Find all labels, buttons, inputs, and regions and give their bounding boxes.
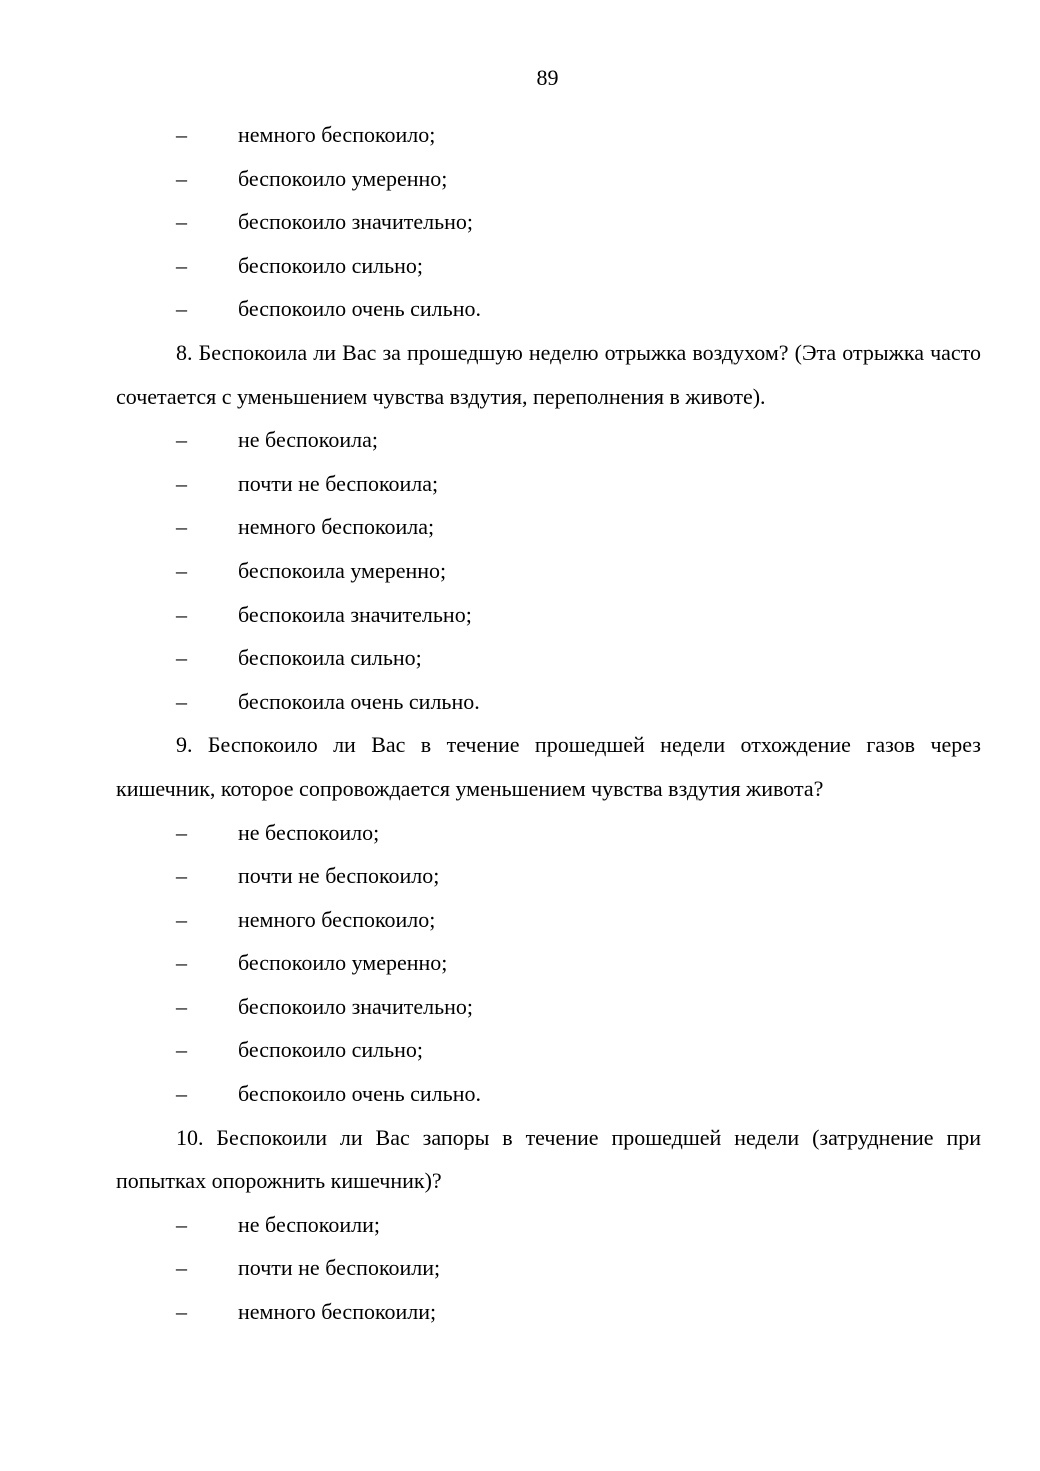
list-item xyxy=(116,985,981,1029)
list-item xyxy=(116,1028,981,1072)
list-item xyxy=(116,593,981,637)
list-item-text: беспокоило значительно; xyxy=(238,209,474,235)
list-item xyxy=(116,854,981,898)
list-dash: – xyxy=(176,601,187,627)
list-dash: – xyxy=(176,906,187,932)
list-dash: – xyxy=(176,427,187,453)
list-item-text: беспокоило сильно; xyxy=(238,252,424,278)
list-dash: – xyxy=(176,645,187,671)
list-dash: – xyxy=(176,1037,187,1063)
list-item-text: не беспокоило; xyxy=(238,819,380,845)
list-dash: – xyxy=(176,122,187,147)
list-item xyxy=(116,1072,981,1116)
list-dash: – xyxy=(176,1211,187,1237)
list-item xyxy=(116,941,981,985)
question-paragraph: 10. Беспокоили ли Вас запоры в течение прошедшей недели (затруднение при попытках опорожнить кишечник)? xyxy=(116,1124,981,1194)
list-item-text: беспокоила значительно; xyxy=(238,601,472,627)
list-item-text: не беспокоила; xyxy=(238,427,378,453)
list-item xyxy=(116,811,981,855)
list-item-text: беспокоило сильно; xyxy=(238,1037,424,1063)
list-item xyxy=(116,898,981,942)
list-dash: – xyxy=(176,514,187,540)
list-item xyxy=(116,1290,981,1334)
list-dash: – xyxy=(176,165,187,191)
question-paragraph: 8. Беспокоила ли Вас за прошедшую неделю отрыжка воздухом? (Эта отрыжка часто сочетается с уменьшением чувства вздутия, переполнения в животе). xyxy=(116,339,981,409)
list-item-text: немного беспокоили; xyxy=(238,1299,437,1325)
list-dash: – xyxy=(176,252,187,278)
list-item-text: беспокоило умеренно; xyxy=(238,950,448,976)
list-item xyxy=(116,680,981,724)
list-dash: – xyxy=(176,1255,187,1281)
list-item-text: немного беспокоила; xyxy=(238,514,435,540)
list-dash: – xyxy=(176,863,187,889)
list-item xyxy=(116,636,981,680)
page-number: 89 xyxy=(536,65,559,90)
list-item xyxy=(116,244,981,288)
list-item-text: немного беспокоило; xyxy=(238,906,436,932)
list-item xyxy=(116,462,981,506)
list-dash: – xyxy=(176,688,187,714)
list-dash: – xyxy=(176,993,187,1019)
list-item xyxy=(116,1246,981,1290)
list-dash: – xyxy=(176,557,187,583)
list-item-text: беспокоило значительно; xyxy=(238,993,474,1019)
list-item-text: немного беспокоило; xyxy=(238,122,436,147)
list-dash: – xyxy=(176,470,187,496)
list-dash: – xyxy=(176,296,187,322)
list-dash: – xyxy=(176,819,187,845)
list-item-text: беспокоила очень сильно. xyxy=(238,688,480,714)
list-dash: – xyxy=(176,1081,187,1107)
list-item-text: беспокоила умеренно; xyxy=(238,557,447,583)
list-item-text: почти не беспокоила; xyxy=(238,470,439,496)
list-item xyxy=(116,1203,981,1247)
document-body xyxy=(116,113,981,1334)
list-item xyxy=(116,505,981,549)
list-item-text: беспокоило очень сильно. xyxy=(238,296,481,322)
list-item-text: беспокоило очень сильно. xyxy=(238,1081,481,1107)
list-item-text: не беспокоили; xyxy=(238,1211,381,1237)
list-item xyxy=(116,113,981,157)
list-item-text: почти не беспокоило; xyxy=(238,863,440,889)
list-item xyxy=(116,549,981,593)
list-item xyxy=(116,200,981,244)
list-item-text: почти не беспокоили; xyxy=(238,1255,441,1281)
list-item-text: беспокоило умеренно; xyxy=(238,165,448,191)
question-paragraph: 9. Беспокоило ли Вас в течение прошедшей недели отхождение газов через кишечник, которое сопровождается уменьшением чувства вздутия живота? xyxy=(116,732,981,801)
list-item xyxy=(116,287,981,331)
list-dash: – xyxy=(176,950,187,976)
list-item-text: беспокоила сильно; xyxy=(238,645,422,671)
list-item xyxy=(116,157,981,201)
list-item xyxy=(116,418,981,462)
list-dash: – xyxy=(176,1299,187,1325)
list-dash: – xyxy=(176,209,187,235)
